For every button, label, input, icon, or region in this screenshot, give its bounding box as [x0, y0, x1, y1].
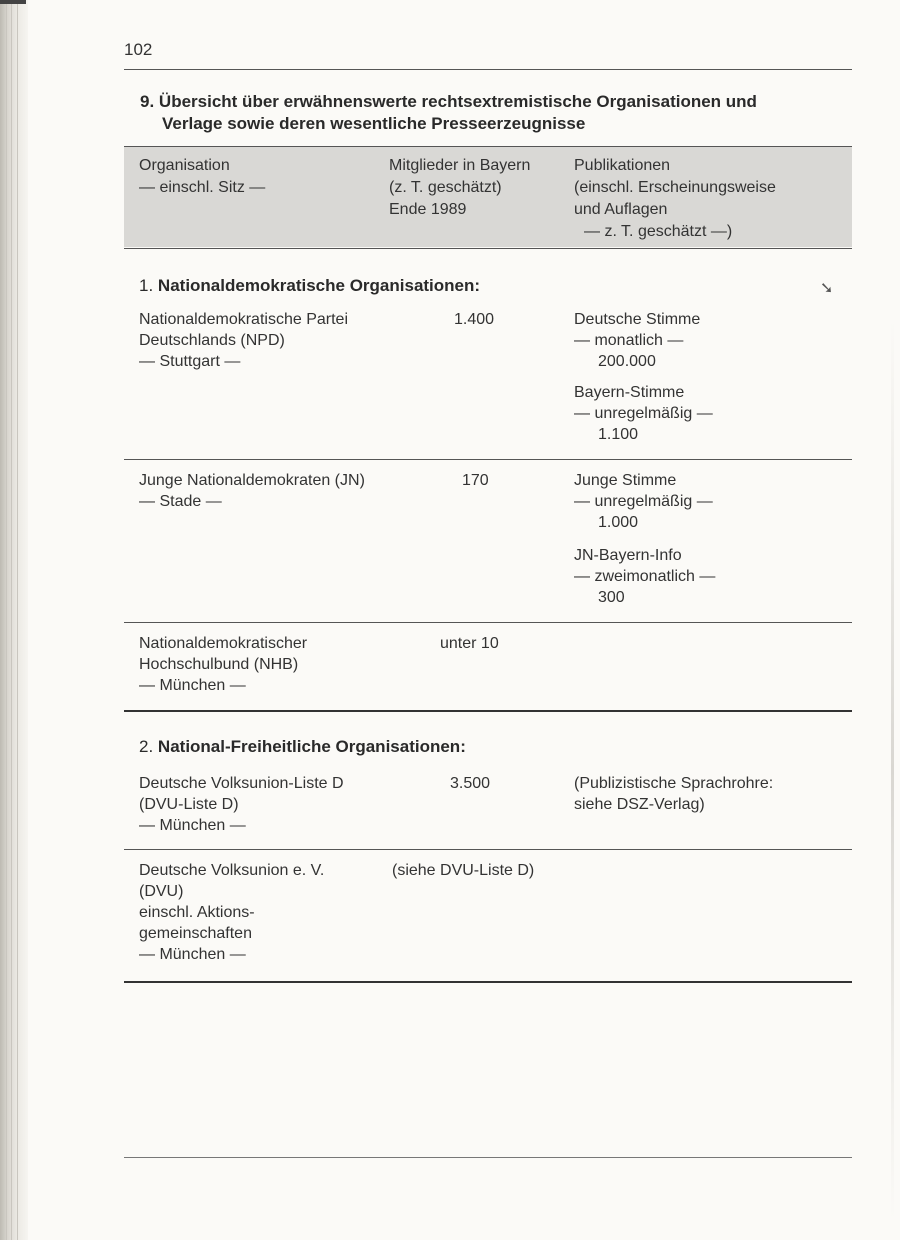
pub-note-dvu: (Publizistische Sprachrohre: siehe DSZ-Verlag): [574, 775, 774, 813]
org-jn: Junge Nationaldemokraten (JN) — Stade —: [139, 472, 365, 510]
group-heading-1: 1. Nationaldemokratische Organisationen:: [139, 276, 481, 295]
org-npd: Nationaldemokratische Partei Deutschlands (NPD) — Stuttgart —: [139, 311, 348, 370]
column-header-publications: Publikationen (einschl. Erscheinungsweise und Auflagen — z. T. geschätzt —): [574, 157, 776, 240]
members-dvu-liste-d: 3.500: [450, 775, 491, 792]
members-jn: 170: [462, 472, 489, 489]
top-rule: [124, 69, 852, 70]
section-title-line1: Übersicht über erwähnenswerte rechtsextremistische Organisationen und: [158, 92, 757, 111]
members-npd: 1.400: [454, 311, 495, 328]
pub-jn-bayern-info: JN-Bayern-Info — zweimonatlich — 300: [574, 547, 716, 606]
pub-deutsche-stimme: Deutsche Stimme — monatlich — 200.000: [574, 311, 701, 370]
page-number: 102: [124, 40, 153, 59]
table-bottom-rule: [124, 981, 852, 983]
page-edge-shadow: [891, 320, 894, 1220]
members-nhb: unter 10: [440, 635, 499, 652]
row-divider: [124, 849, 852, 850]
group-divider: [124, 710, 852, 712]
org-dvu-liste-d: Deutsche Volksunion-Liste D (DVU-Liste D) — München —: [139, 775, 344, 834]
row-divider: [124, 459, 852, 460]
section-heading: [140, 91, 840, 135]
org-dvu-ev: Deutsche Volksunion e. V. (DVU) einschl. Aktions- gemeinschaften — München —: [139, 862, 325, 963]
corner-mark: [0, 0, 26, 4]
section-number: 9.: [140, 92, 155, 111]
header-bottom-rule: [124, 248, 852, 249]
margin-mark: ➘: [820, 280, 834, 297]
column-header-members: Mitglieder in Bayern (z. T. geschätzt) Ende 1989: [389, 157, 531, 218]
row-divider: [124, 622, 852, 623]
column-header-organisation: Organisation — einschl. Sitz —: [139, 157, 266, 196]
section-title-line2: Verlage sowie deren wesentliche Presseerzeugnisse: [162, 114, 586, 133]
footer-rule: [124, 1157, 852, 1158]
org-nhb: Nationaldemokratischer Hochschulbund (NHB) — München —: [139, 635, 308, 694]
pub-bayern-stimme: Bayern-Stimme — unregelmäßig — 1.100: [574, 384, 713, 443]
pub-junge-stimme: Junge Stimme — unregelmäßig — 1.000: [574, 472, 713, 531]
book-spine-shadow: [0, 0, 28, 1240]
members-dvu-ev: (siehe DVU-Liste D): [392, 862, 535, 879]
group-heading-2: 2. National-Freiheitliche Organisationen:: [139, 737, 466, 756]
header-top-rule: [124, 146, 852, 147]
